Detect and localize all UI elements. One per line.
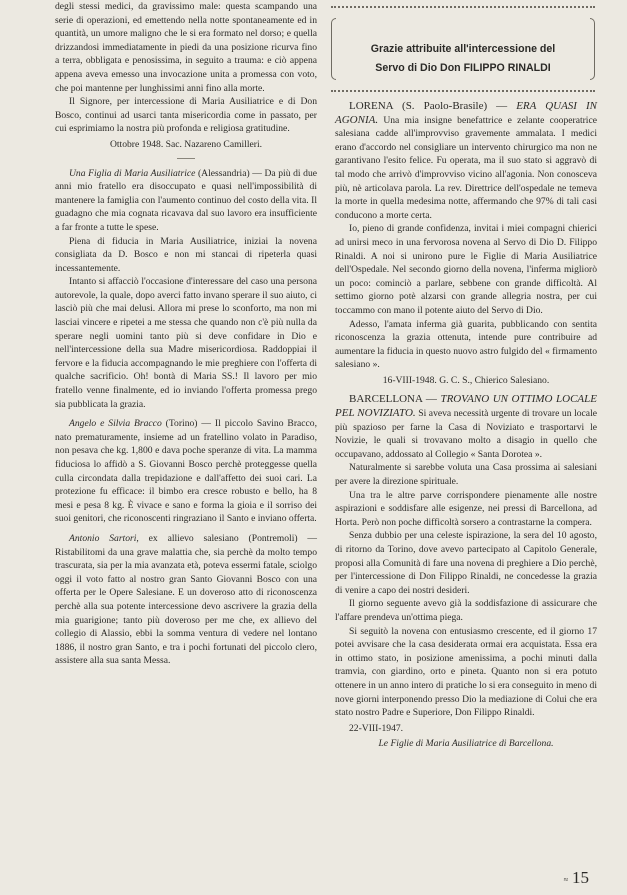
left-column xyxy=(55,0,317,668)
entry-figlia-p3: Intanto si affacciò l'occasione d'interessare del caso una persona autorevole, la quale, dopo averci fatto invano sperare il suo aiuto, ci lasciò più che mai delusi. Allora mi prese lo sconforto, ma non mi lasciai vincere e ripetei a me stessa che quando non c'è più nulla da sperare negli uomini tanto più si deve confidare in Dio e nell'intercessione della sua Madre misericordiosa. Raddoppiai il fervore e la fiducia accompagnando le mie preghiere con l'offerta di qualche sacrificio. Oh! bontà di Maria SS.! Il lavoro per mio fratello venne finalmente, ed io inviando l'offerta promessa prego sia pubblicata la grazia. xyxy=(55,276,317,410)
section-header-line-1: Grazie attribuite all'intercessione del xyxy=(370,43,556,55)
entry-sartori xyxy=(55,532,317,668)
entry-lorena-title: ERA QUASI IN AGONIA. xyxy=(335,100,597,126)
entry-barcellona xyxy=(335,393,597,461)
entry-lorena xyxy=(335,100,597,222)
signature-chierico: 16-VIII-1948. G. C. S., Chierico Salesiano. xyxy=(382,374,550,386)
entry-lorena-text: Una mia insigne benefattrice e zelante cooperatrice salesiana cadde all'improvviso gravemente ammalata. I medici erano d'accordo nel consigliare un intervento chirurgico ma non ne garantivano l'esito felice. Fu operata, ma il suo stato si aggravò di tal modo che arrivò d'improvviso vicino all'agonia. Non conosceva più, nè articolava parola. La rev. Direttrice dell'ospedale ne temeva la morte in quella medesima notte, affermando che 97% di tali casi conducono a morte certa. xyxy=(335,114,597,221)
signature-figlie: Le Figlie di Maria Ausiliatrice di Barcellona. xyxy=(378,738,554,750)
entry-lorena-heading: LORENA (S. Paolo-Brasile) — xyxy=(349,100,517,112)
entry-barcellona-p4: Senza dubbio per una celeste ispirazione, la sera del 10 agosto, di ritorno da Torino, dove avevo partecipato al Capitolo Generale, proposi alla Comunità di fare una novena di preghiere a Dio perchè, per l'intercessione di Don Filippo Rinaldi, ne concedesse la grazia di venire a capo dei nostri desideri. xyxy=(335,530,597,596)
entry-bracco xyxy=(55,417,317,526)
entry-barcellona-p6: Si seguitò la novena con entusiasmo crescente, ed il giorno 17 potei avvisare che la casa desiderata ormai era acquistata. Essa era in ottimo stato, in posizione amenissima, a pochi minuti dalla tramvia, con giardino, orto e pineta. Quanto non si era potuto ottenere in un anno intero di pratiche lo si era conseguito in meno di nove giorni interponendo presso Dio la mediazione di Colui che era stato nostro Padre e Superiore, Don Filippo Rinaldi. xyxy=(335,625,597,719)
entry-barcellona-p3: Una tra le altre parve corrispondere pienamente alle nostre aspirazioni e soddisfare alle esigenze, nei pressi di Barcellona, ad Horta. Però non poche difficoltà sorsero a contrastarne la compera. xyxy=(335,489,597,528)
entry-lorena-p2: Io, pieno di grande confidenza, invitai i miei compagni chierici ad unirsi meco in una fervorosa novena al Servo di Dio D. Filippo Rinaldi. A noi si unirono pure le Figlie di Maria Ausiliatrice dell'Ospedale. Nel secondo giorno della novena, l'inferma migliorò un poco: cominciò a parlare, sebbene con grande difficoltà. Al settimo giorno potè alzarsi con grande allegria nostra, per cui toccammo con mano il potente aiuto del Servo di Dio. xyxy=(335,223,597,316)
page-number-value: 15 xyxy=(572,868,589,887)
entry-barcellona-p5: Il giorno seguente avevo già la soddisfazione di assicurare che l'affare prendeva un'ottima piega. xyxy=(335,598,597,623)
entry-sartori-author: Antonio Sartori xyxy=(69,532,137,544)
entry-bracco-text: (Torino) — Il piccolo Savino Bracco, nato prematuramente, insieme ad un fratellino volato in Paradiso, non pesava che kg. 1,800 e dava poche speranze di vita. La mamma fiduciosa lo affidò a S. Giovanni Bosco perchè proteggesse quella culla circondata dalla trepidazione e dall'affetto dei suoi cari. La protezione fu efficace: il bimbo era cresce robusto e bello, ha 8 mesi e pesa 8 kg. È vivace e sano e forma la gioia e il sorriso dei suoi genitori, che riconoscenti ringraziano il Santo e inviano offerta. xyxy=(55,418,317,525)
entry-bracco-author: Angelo e Silvia Bracco xyxy=(69,418,162,430)
section-divider xyxy=(177,158,195,159)
section-header-line-2: Servo di Dio Don FILIPPO RINALDI xyxy=(375,62,551,74)
right-column xyxy=(335,100,597,751)
entry-barcellona-p2: Naturalmente si sarebbe voluta una Casa prossima ai salesiani per avere la direzione spirituale. xyxy=(335,462,597,488)
signature-camilleri: Ottobre 1948. Sac. Nazareno Camilleri. xyxy=(109,138,263,150)
entry-figlia-text: — Da più di due anni mio fratello era disoccupato e quasi nell'impossibilità di mantenere la famiglia con l'aumento continuo del costo della vita. Il guadagno che mia cognata ricavava dal suo lavoro era insufficiente a far fronte a tutte le spese. xyxy=(55,167,317,233)
page-mark: ≈ xyxy=(563,874,568,884)
continued-paragraph: degli stessi medici, da gravissimo male: questa scampando una serie di operazioni, ed emettendo nella notte spontaneamente ed in quantità, un umore maligno che le si era formato nel dorso; e quella drizzandosi immediatamente in piedi da una posizione ricurva fino a terra, obbligata e penosissima, in seguito a trauma: e ciò appena appena aveva emesso una invocazione unita a promessa con voto, che poi mantenne per lunghissimi anni fino alla morte. xyxy=(55,1,317,94)
entry-figlia xyxy=(55,167,317,235)
entry-figlia-place: (Alessandria) xyxy=(195,167,250,179)
entry-barcellona-heading: BARCELLONA — xyxy=(349,393,441,406)
entry-figlia-author: Una Figlia di Maria Ausiliatrice xyxy=(69,167,196,179)
section-header-box xyxy=(331,6,595,92)
entry-barcellona-text: Si aveva necessità urgente di trovare un locale più spazioso per farne la Casa di Noviziato e trasportarvi le Novizie, le quali si trovavano molto a disagio in quello che occupavano, addossato al Collegio « Santa Dorotea ». xyxy=(335,408,597,460)
section-header-title xyxy=(345,40,581,78)
signature-date: 22-VIII-1947. xyxy=(349,722,404,734)
entry-barcellona-title: TROVANO UN OTTIMO LOCALE PEL NOVIZIATO. xyxy=(335,393,597,420)
continued-paragraph-2: Il Signore, per intercessione di Maria Ausiliatrice e di Don Bosco, continui ad usarci tanta misericordia come in passato, per cui esprimiamo la nostra più profonda e religiosa gratitudine. xyxy=(55,96,317,135)
entry-sartori-text: , ex allievo salesiano (Pontremoli) — Ristabilitomi da una grave malattia che, sia perchè da molto tempo trascurata, sia per la mia avanzata età, poteva essermi fatale, sciolgo oggi il voto fatto al nostro gran Santo Giovanni Bosco con una offerta per le Opere Salesiane. E un doveroso atto di riconoscenza perchè alla sua potente intercessione devo ascrivere la grazia della mia guarigione; tanto più doveroso per me che, ex allievo del collegio di Alassio, ebbi la somma ventura di vedere nel lontano 1886, il nostro gran Santo, e tra i pochi fortunati del piccolo clero, assistere alla sua santa Messa. xyxy=(55,532,318,667)
entry-figlia-p2: Piena di fiducia in Maria Ausiliatrice, iniziai la novena consigliata da D. Bosco e non mi stancai di ripeterla quasi incessantemente. xyxy=(55,235,317,274)
page-number xyxy=(564,868,589,888)
entry-lorena-p3: Adesso, l'amata inferma già guarita, pubblicando con sentita riconoscenza la grazia ottenuta, intende pure contribuire ad aumentare la fiducia in questo nuovo astro fulgido del « firmamento salesiano ». xyxy=(335,318,597,371)
